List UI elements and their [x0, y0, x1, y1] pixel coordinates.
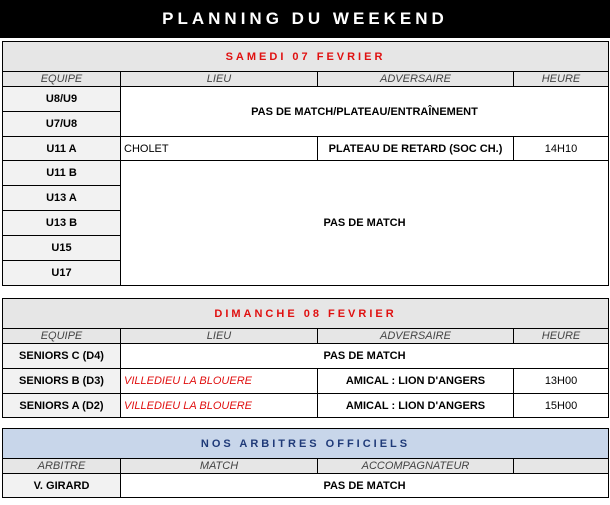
- seniors-a-heure: 15H00: [514, 394, 609, 418]
- team-u13a: U13 A: [3, 186, 121, 211]
- col-heure: HEURE: [514, 329, 609, 344]
- saturday-table: [2, 41, 609, 286]
- team-u13b: U13 B: [3, 211, 121, 236]
- referees-header: NOS ARBITRES OFFICIELS: [3, 429, 609, 459]
- team-u17: U17: [3, 261, 121, 286]
- col-equipe: EQUIPE: [3, 72, 121, 87]
- sunday-table: [2, 298, 609, 418]
- col-adversaire: ADVERSAIRE: [318, 329, 514, 344]
- u11a-adversaire: PLATEAU DE RETARD (SOC CH.): [318, 137, 514, 161]
- referee-name: V. GIRARD: [3, 474, 121, 498]
- seniors-c-no-match: PAS DE MATCH: [121, 344, 609, 369]
- team-u11b: U11 B: [3, 161, 121, 186]
- team-u7u8: U7/U8: [3, 112, 121, 137]
- col-arbitre: ARBITRE: [3, 459, 121, 474]
- team-u11a: U11 A: [3, 137, 121, 161]
- no-match-training: PAS DE MATCH/PLATEAU/ENTRAÎNEMENT: [121, 87, 609, 137]
- col-lieu: LIEU: [121, 72, 318, 87]
- team-seniors-b: SENIORS B (D3): [3, 369, 121, 394]
- referees-table: [2, 428, 609, 498]
- col-empty: [514, 459, 609, 474]
- team-seniors-c: SENIORS C (D4): [3, 344, 121, 369]
- u11a-heure: 14H10: [514, 137, 609, 161]
- team-u8u9: U8/U9: [3, 87, 121, 112]
- referee-no-match: PAS DE MATCH: [121, 474, 609, 498]
- sunday-header: DIMANCHE 08 FEVRIER: [3, 299, 609, 329]
- seniors-b-heure: 13H00: [514, 369, 609, 394]
- col-match: MATCH: [121, 459, 318, 474]
- col-lieu: LIEU: [121, 329, 318, 344]
- seniors-a-lieu: VILLEDIEU LA BLOUERE: [121, 394, 318, 418]
- col-accompagnateur: ACCOMPAGNATEUR: [318, 459, 514, 474]
- u11a-lieu: CHOLET: [121, 137, 318, 161]
- no-match-block: PAS DE MATCH: [121, 161, 609, 286]
- seniors-a-adversaire: AMICAL : LION D'ANGERS: [318, 394, 514, 418]
- saturday-header: SAMEDI 07 FEVRIER: [3, 42, 609, 72]
- page-title: PLANNING DU WEEKEND: [0, 0, 610, 38]
- col-adversaire: ADVERSAIRE: [318, 72, 514, 87]
- seniors-b-adversaire: AMICAL : LION D'ANGERS: [318, 369, 514, 394]
- team-seniors-a: SENIORS A (D2): [3, 394, 121, 418]
- col-equipe: EQUIPE: [3, 329, 121, 344]
- team-u15: U15: [3, 236, 121, 261]
- col-heure: HEURE: [514, 72, 609, 87]
- seniors-b-lieu: VILLEDIEU LA BLOUERE: [121, 369, 318, 394]
